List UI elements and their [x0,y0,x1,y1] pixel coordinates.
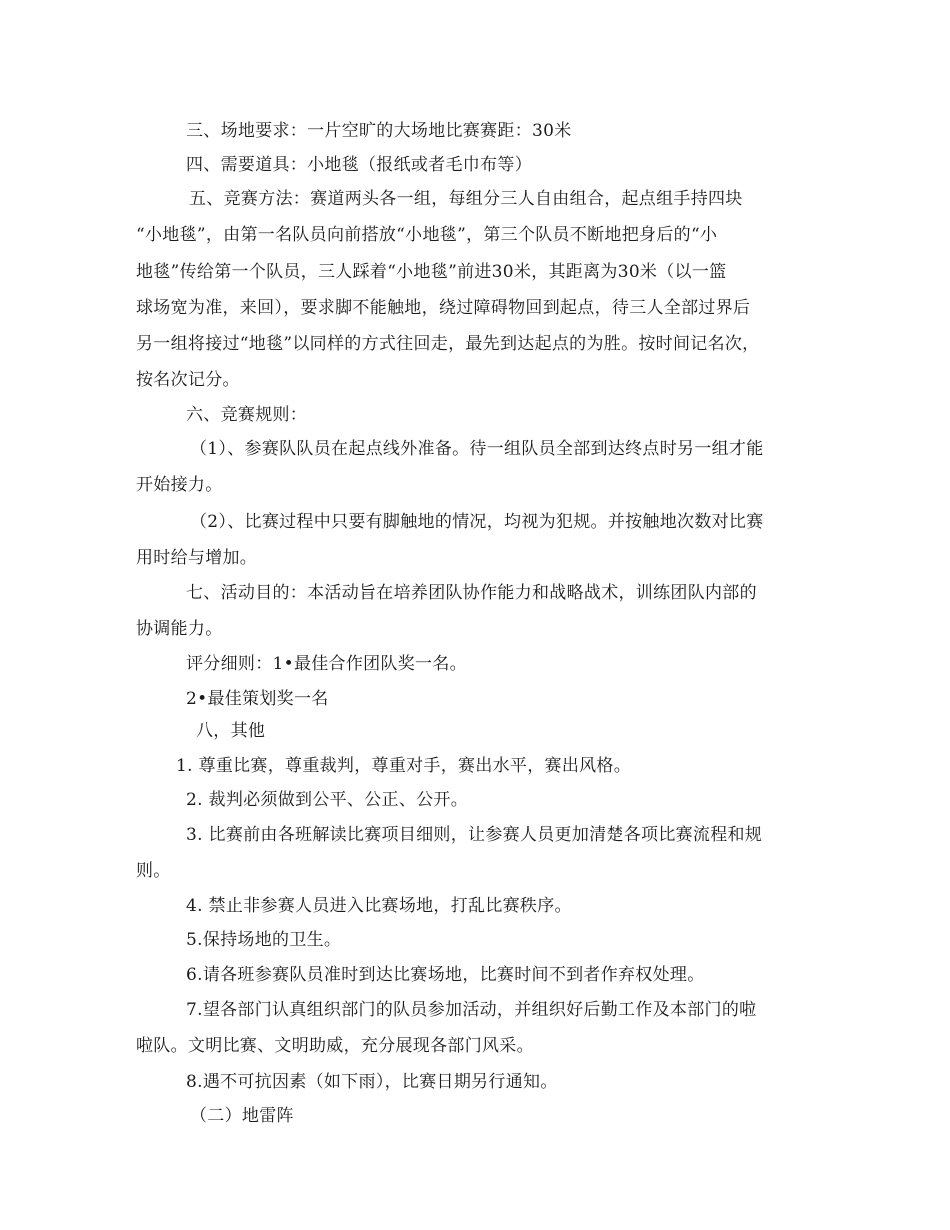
text-line-section-7: 七、活动目的：本活动旨在培养团队协作能力和战略战术，训练团队内部的 [186,583,757,603]
text-line-section-3: 三、场地要求：一片空旷的大场地比赛赛距：30米 [186,121,572,141]
text-line-subsection: （二）地雷阵 [190,1106,294,1126]
text-line-item-3: 3. 比赛前由各班解读比赛项目细则，让参赛人员更加清楚各项比赛流程和规 [186,825,763,845]
text-line-section-6: 六、竞赛规则： [186,405,308,425]
text-line-item-1: 1. 尊重比赛，尊重裁判，尊重对手，赛出水平，赛出风格。 [176,756,632,776]
text-line: 用时给与增加。 [136,548,258,568]
text-line: 则。 [136,861,171,881]
text-line: 球场宽为准，来回），要求脚不能触地，绕过障碍物回到起点，待三人全部过界后 [136,298,751,318]
text-line-section-5: 五、竞赛方法：赛道两头各一组，每组分三人自由组合，起点组手持四块 [189,189,743,209]
text-line-item-5: 5.保持场地的卫生。 [186,930,342,950]
text-line-scoring: 2•最佳策划奖一名 [186,689,329,709]
text-line: 另一组将接过“地毯”以同样的方式往回走，最先到达起点的为胜。按时间记名次， [136,334,760,354]
text-line-section-8: 八，其他 [196,721,266,741]
text-line: 协调能力。 [136,619,223,639]
text-line-item-6: 6.请各班参赛队员准时到达比赛场地，比赛时间不到者作弃权处理。 [186,965,705,985]
text-line: 按名次记分。 [136,370,240,390]
text-line-section-4: 四、需要道具：小地毯（报纸或者毛巾布等） [186,155,532,175]
text-line-item-7: 7.望各部门认真组织部门的队员参加活动，并组织好后勤工作及本部门的啦 [186,1000,757,1020]
text-line-item-4: 4. 禁止非参赛人员进入比赛场地，打乱比赛秩序。 [186,896,572,916]
text-line-item-2: 2. 裁判必须做到公平、公正、公开。 [186,790,469,810]
text-line: “小地毯”，由第一名队员向前搭放“小地毯”，第三个队员不断地把身后的“小 [136,225,718,245]
text-line-rule-2: （2）、比赛过程中只要有脚触地的情况，均视为犯规。并按触地次数对比赛 [190,512,764,532]
text-line-scoring: 评分细则：1•最佳合作团队奖一名。 [186,654,467,674]
text-line: 啦队。文明比赛、文明助威，充分展现各部门风采。 [136,1036,534,1056]
text-line-rule-1: （1）、参赛队队员在起点线外准备。待一组队员全部到达终点时另一组才能 [190,439,764,459]
text-line: 地毯”传给第一个队员，三人踩着“小地毯”前进30米，其距离为30米（以一篮 [136,262,727,282]
text-line-item-8: 8.遇不可抗因素（如下雨），比赛日期另行通知。 [186,1072,558,1092]
text-line: 开始接力。 [136,475,223,495]
